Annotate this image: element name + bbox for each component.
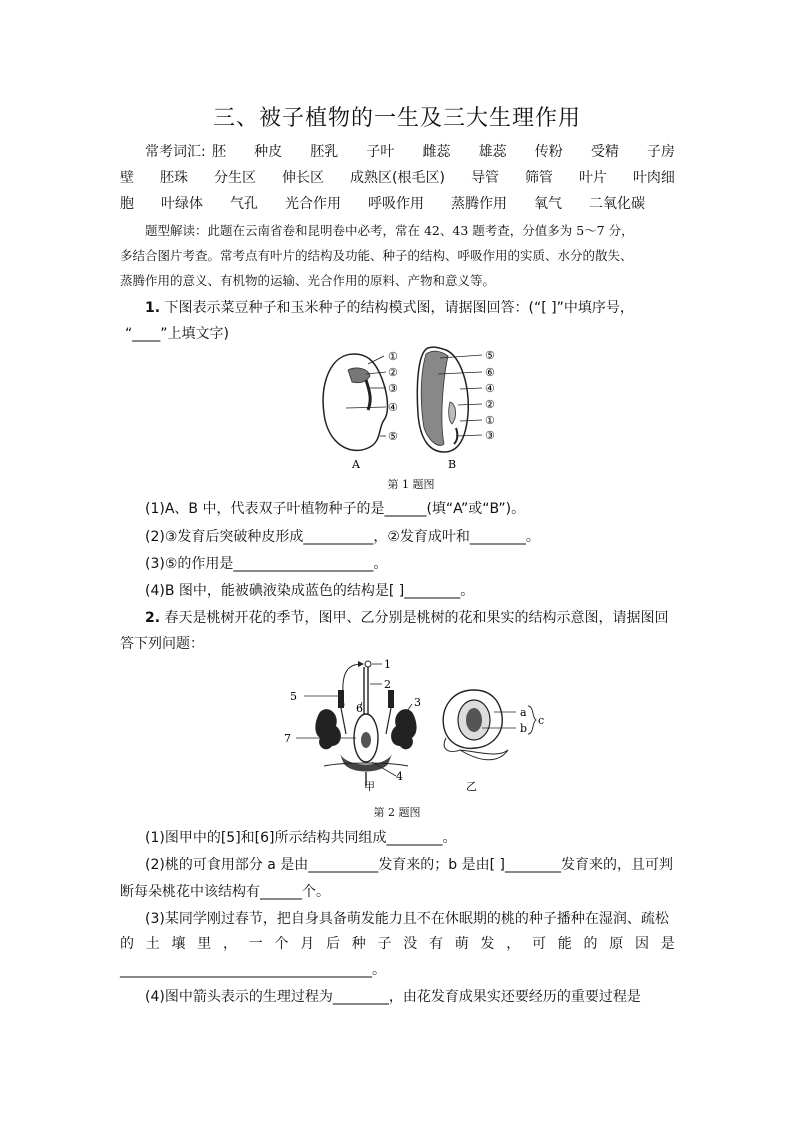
char: 一 <box>248 936 263 952</box>
fig2-label-4: 4 <box>396 770 403 783</box>
vocab-word: 雌蕊 <box>422 144 451 160</box>
vocab-word: 胚乳 <box>310 144 339 160</box>
vocab-word: 叶绿体 <box>161 196 203 212</box>
q2-stem-line-1 <box>145 608 669 628</box>
vocab-row-2 <box>120 168 675 188</box>
vocab-word: 叶片 <box>578 170 607 186</box>
analysis-line-2: 多结合图片考查。常考点有叶片的结构及功能、种子的结构、呼吸作用的实质、水分的散失、 <box>120 248 633 263</box>
pollination-arrow <box>343 664 362 706</box>
fig1-a-label-1: ① <box>388 350 398 363</box>
fig1-a-label-3: ③ <box>388 382 398 395</box>
fig1-a-label-5: ⑤ <box>388 430 398 443</box>
fig2-label-1: 1 <box>384 658 391 671</box>
fig2-label-a: a <box>520 706 527 719</box>
vocab-word: 胚珠 <box>160 170 188 186</box>
anther-right <box>388 690 394 708</box>
vocab-word: 筛管 <box>524 170 553 186</box>
figure-1-caption: 第 1 题图 <box>387 478 435 491</box>
vocab-word: 成熟区(根毛区) <box>350 170 445 186</box>
char: 月 <box>300 936 315 952</box>
vocab-word: 分生区 <box>214 170 256 186</box>
figure-2-caption: 第 2 题图 <box>373 806 421 819</box>
vocab-row-1 <box>145 142 206 162</box>
fig1-b-label-2: ② <box>485 398 495 411</box>
fig1-b-label-5: ⑤ <box>485 349 495 362</box>
vocab-word: 导管 <box>470 170 499 186</box>
figure-1-seeds <box>310 344 510 472</box>
char: 里 <box>197 936 212 952</box>
char: 没 <box>403 936 418 952</box>
figure-2-flower-fruit <box>284 654 554 796</box>
petal-left <box>315 709 341 749</box>
stigma <box>365 661 371 667</box>
char: 后 <box>326 936 340 952</box>
corn-endosperm <box>421 351 448 445</box>
q1-number: 1. <box>145 300 161 316</box>
page-title: 三、被子植物的一生及三大生理作用 <box>212 106 581 131</box>
char: 的 <box>583 936 598 952</box>
vocab-word: 受精 <box>590 144 619 160</box>
char: 个 <box>274 936 289 952</box>
fig2-label-c: c <box>538 714 545 727</box>
analysis-line-3: 蒸腾作用的意义、有机物的运输、光合作用的原料、产物和意义等。 <box>120 273 496 288</box>
q1-stem-text: 下图表示菜豆种子和玉米种子的结构模式图，请据图回答：(“[ ]”中填序号， <box>160 300 634 316</box>
fig2-label-5: 5 <box>290 690 297 703</box>
char: 壤 <box>171 936 186 952</box>
ovule <box>361 732 371 748</box>
vocab-word: 蒸腾作用 <box>451 196 507 212</box>
vocab-word: 呼吸作用 <box>368 196 424 212</box>
q2-part-3-line-1: (3)某同学刚过春节，把自身具备萌发能力且不在休眠期的桃的种子播种在湿润、疏松 <box>145 911 669 927</box>
q2-part-1: (1)图甲中的[5]和[6]所示结构共同组成________。 <box>145 830 457 846</box>
fig1-b-label-1: ① <box>485 414 495 427</box>
fig1-a-label-4: ④ <box>388 401 398 414</box>
char: 可 <box>532 936 546 952</box>
char: ， <box>223 936 237 952</box>
char: 有 <box>429 936 443 952</box>
fig2-label-jia: 甲 <box>364 780 375 793</box>
char: 萌 <box>454 936 469 952</box>
char: 种 <box>351 936 366 952</box>
fig1-label-a: A <box>352 458 360 471</box>
vocab-word: 传粉 <box>534 144 563 160</box>
petal-right <box>391 709 417 749</box>
char: 发 <box>480 936 495 952</box>
char: 原 <box>609 936 624 952</box>
char: ， <box>506 936 521 952</box>
fig1-b-label-3: ③ <box>485 429 495 442</box>
vocab-word: 叶肉细 <box>632 170 675 186</box>
vocab-word: 氧气 <box>534 196 562 212</box>
q2-stem-line-2: 答下列问题： <box>120 636 204 652</box>
q2-stem-text: 春天是桃树开花的季节，图甲、乙分别是桃树的花和果实的结构示意图，请据图回 <box>160 610 669 626</box>
fig2-label-b: b <box>520 722 528 735</box>
fig1-b-label-4: ④ <box>485 382 495 395</box>
peach-seed <box>466 708 482 732</box>
vocab-word: 气孔 <box>230 196 258 212</box>
anther-left <box>338 690 344 708</box>
q2-part-3-line-2 <box>120 934 675 954</box>
vocab-word: 光合作用 <box>285 196 341 212</box>
fig2-label-2: 2 <box>384 678 391 691</box>
q1-part-3: (3)⑤的作用是____________________。 <box>145 556 388 572</box>
vocab-word: 胞 <box>120 196 134 212</box>
fig1-label-b: B <box>448 458 457 471</box>
fig2-label-3: 3 <box>414 696 421 709</box>
q2-part-2-line-2: 断每朵桃花中该结构有______个。 <box>120 884 330 900</box>
vocab-row-3 <box>120 194 645 214</box>
vocab-word: 壁 <box>120 170 134 186</box>
char: 的 <box>120 936 134 952</box>
fig1-a-label-2: ② <box>388 366 398 379</box>
fig1-b-label-6: ⑥ <box>485 366 495 379</box>
fig2-label-7: 7 <box>284 732 291 745</box>
char: 子 <box>377 936 392 952</box>
q1-stem-line-1 <box>145 298 634 318</box>
vocab-word: 种皮 <box>254 144 283 160</box>
char: 能 <box>557 936 572 952</box>
q1-part-4: (4)B 图中，能被碘液染成蓝色的结构是[ ]________。 <box>145 583 475 599</box>
q1-stem-line-2: “____”上填文字) <box>125 326 229 342</box>
q2-part-3-line-3: ____________________________________。 <box>120 962 386 978</box>
vocab-word: 雄蕊 <box>478 144 507 160</box>
q2-part-4: (4)图中箭头表示的生理过程为________，由花发育成果实还要经历的重要过程是 <box>145 989 641 1005</box>
q2-number: 2. <box>145 610 161 626</box>
vocab-word: 子房 <box>647 144 675 160</box>
char: 土 <box>145 936 160 952</box>
vocab-row-1-words <box>212 142 675 162</box>
fig2-label-6: 6 <box>356 702 363 715</box>
q1-part-1: (1)A、B 中，代表双子叶植物种子的是______(填“A”或“B”)。 <box>145 501 526 517</box>
vocab-word: 子叶 <box>366 144 395 160</box>
vocab-word: 胚 <box>212 144 226 160</box>
char: 因 <box>635 936 649 952</box>
q1-part-2: (2)③发育后突破种皮形成__________，②发育成叶和________。 <box>145 529 540 545</box>
analysis-line-1: 题型解读：此题在云南省卷和昆明卷中必考，常在 42、43 题考查，分值多为 5～7 分， <box>145 223 634 238</box>
vocab-word: 二氧化碳 <box>589 196 645 212</box>
vocab-word: 伸长区 <box>282 170 324 186</box>
char: 是 <box>660 936 675 952</box>
vocab-label: 常考词汇: <box>145 144 206 160</box>
fig2-label-yi: 乙 <box>466 780 477 793</box>
q2-part-2-line-1: (2)桃的可食用部分 a 是由__________发育来的；b 是由[ ]________发育来的，且可判 <box>145 857 674 873</box>
